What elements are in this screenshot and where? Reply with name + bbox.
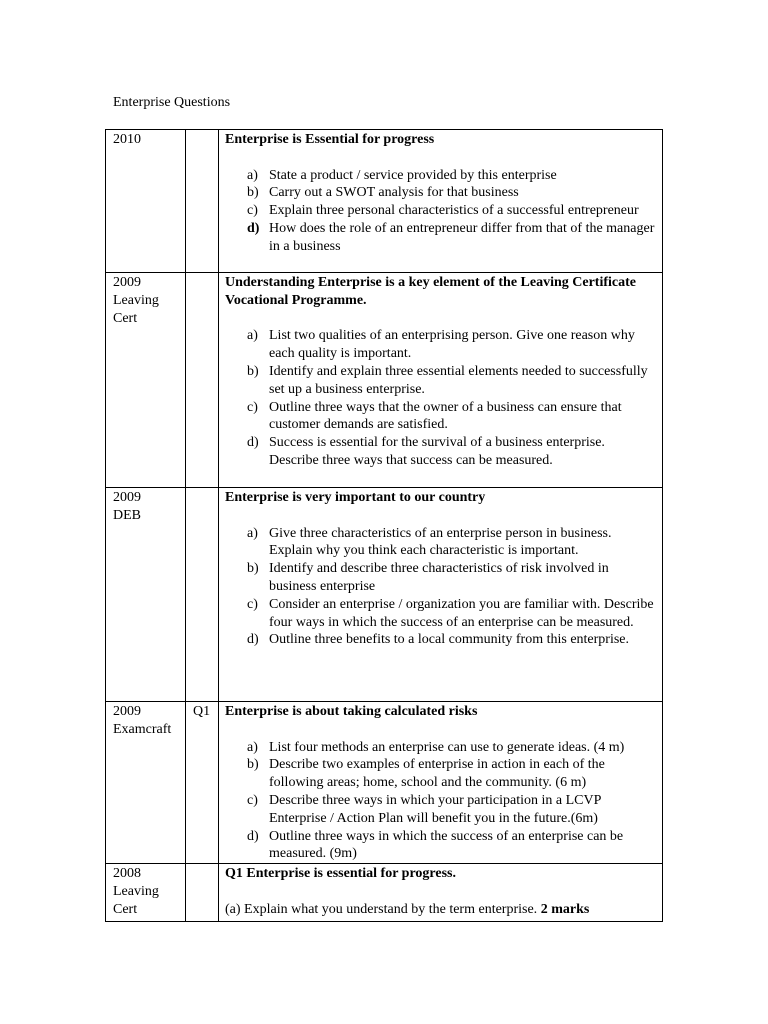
questions-table [105,129,663,922]
year-cell [106,488,186,702]
question-parts-list [225,739,658,864]
exam-source-label: Leaving [113,883,159,899]
year-label: 2010 [113,132,141,147]
question-parts-list [225,525,658,650]
table-row [106,273,663,488]
question-parts-list [225,327,658,469]
part-marker: c) [247,399,258,415]
list-item [225,363,658,399]
part-text: List two qualities of an enterprising person. Give one reason why each quality is important. [269,328,635,362]
question-heading: Enterprise is Essential for progress [225,132,435,147]
part-text: Outline three benefits to a local community from this enterprise. [269,632,630,648]
list-item [225,560,658,596]
question-cell [219,702,663,864]
exam-source-label: Examcraft [113,721,172,737]
exam-source-label: Cert [113,901,138,917]
year-label: 2009 [113,490,141,505]
question-number-cell: Q1 [186,702,219,864]
part-marker: a) [247,328,258,344]
table-row [106,702,663,864]
part-marker: d) [247,220,260,236]
sub-question [225,901,658,919]
question-cell [219,864,663,922]
question-number-cell [186,130,219,273]
list-item [225,792,658,828]
part-text: Describe two examples of enterprise in action in each of the following areas; home, school and the community. (6 m) [269,757,605,791]
question-heading: Understanding Enterprise is a key element of the Leaving Certificate Vocational Programme. [225,275,636,308]
marks-label: 2 marks [540,901,590,917]
part-text: Success is essential for the survival of a business enterprise. Describe three ways that success can be measured. [269,435,605,468]
part-marker: c) [247,596,258,612]
list-item [225,220,658,256]
part-text: Explain three personal characteristics of a successful entrepreneur [269,203,639,219]
year-label: 2008 [113,866,141,882]
part-text: Describe three ways in which your participation in a LCVP Enterprise / Action Plan will benefit you in the future.(6m) [269,792,601,826]
part-marker: b) [247,363,259,379]
question-heading: Enterprise is very important to our country [225,490,486,505]
list-item [225,525,658,561]
part-text: Identify and describe three characteristics of risk involved in business enterprise [269,561,609,594]
year-cell [106,130,186,273]
part-text: Carry out a SWOT analysis for that business [269,185,519,201]
part-marker: d) [247,828,259,844]
question-cell [219,130,663,273]
question-cell [219,273,663,488]
question-number-cell [186,864,219,922]
list-item [225,739,658,757]
list-item [225,596,658,632]
question-parts-list [225,167,658,256]
list-item [225,828,658,864]
part-text: Give three characteristics of an enterprise person in business. Explain why you think each characteristic is important. [269,525,612,559]
table-row [106,864,663,922]
part-marker: c) [247,792,258,808]
part-text: Outline three ways that the owner of a business can ensure that customer demands are satisfied. [269,399,622,433]
part-marker: b) [247,561,259,577]
list-item [225,167,658,185]
part-text: State a product / service provided by this enterprise [269,167,557,183]
part-marker: b) [247,757,259,773]
question-heading: Enterprise is about taking calculated risks [225,704,478,719]
part-text: Consider an enterprise / organization you are familiar with. Describe four ways in which the success of an enterprise can be measured. [269,596,654,630]
part-marker: b) [247,185,259,201]
part-text: How does the role of an entrepreneur differ from that of the manager in a business [269,220,655,254]
list-item [225,202,658,220]
list-item [225,184,658,202]
list-item [225,399,658,435]
list-item [225,434,658,470]
question-cell [219,488,663,702]
list-item [225,756,658,792]
exam-source-label: DEB [113,507,141,523]
part-marker: d) [247,632,259,648]
table-row [106,130,663,273]
year-label: 2009 [113,275,141,290]
question-number-cell [186,273,219,488]
year-cell [106,273,186,488]
part-marker: a) [247,167,258,183]
question-number-cell [186,488,219,702]
part-text: Identify and explain three essential elements needed to successfully set up a business enterprise. [269,363,648,397]
list-item [225,327,658,363]
table-row [106,488,663,702]
question-heading: Q1 Enterprise is essential for progress. [225,866,456,882]
part-text: List four methods an enterprise can use to generate ideas. (4 m) [269,739,625,755]
part-marker: d) [247,435,259,451]
exam-source-label: Cert [113,310,138,326]
sub-question-text: (a) Explain what you understand by the term enterprise. [225,901,538,917]
year-cell [106,864,186,922]
part-marker: a) [247,739,258,755]
part-text: Outline three ways in which the success of an enterprise can be measured. (9m) [269,828,624,862]
year-cell [106,702,186,864]
year-label: 2009 [113,704,141,719]
part-marker: c) [247,203,258,219]
list-item [225,631,658,649]
part-marker: a) [247,525,258,541]
document-title: Enterprise Questions [113,95,231,110]
exam-source-label: Leaving [113,292,159,308]
